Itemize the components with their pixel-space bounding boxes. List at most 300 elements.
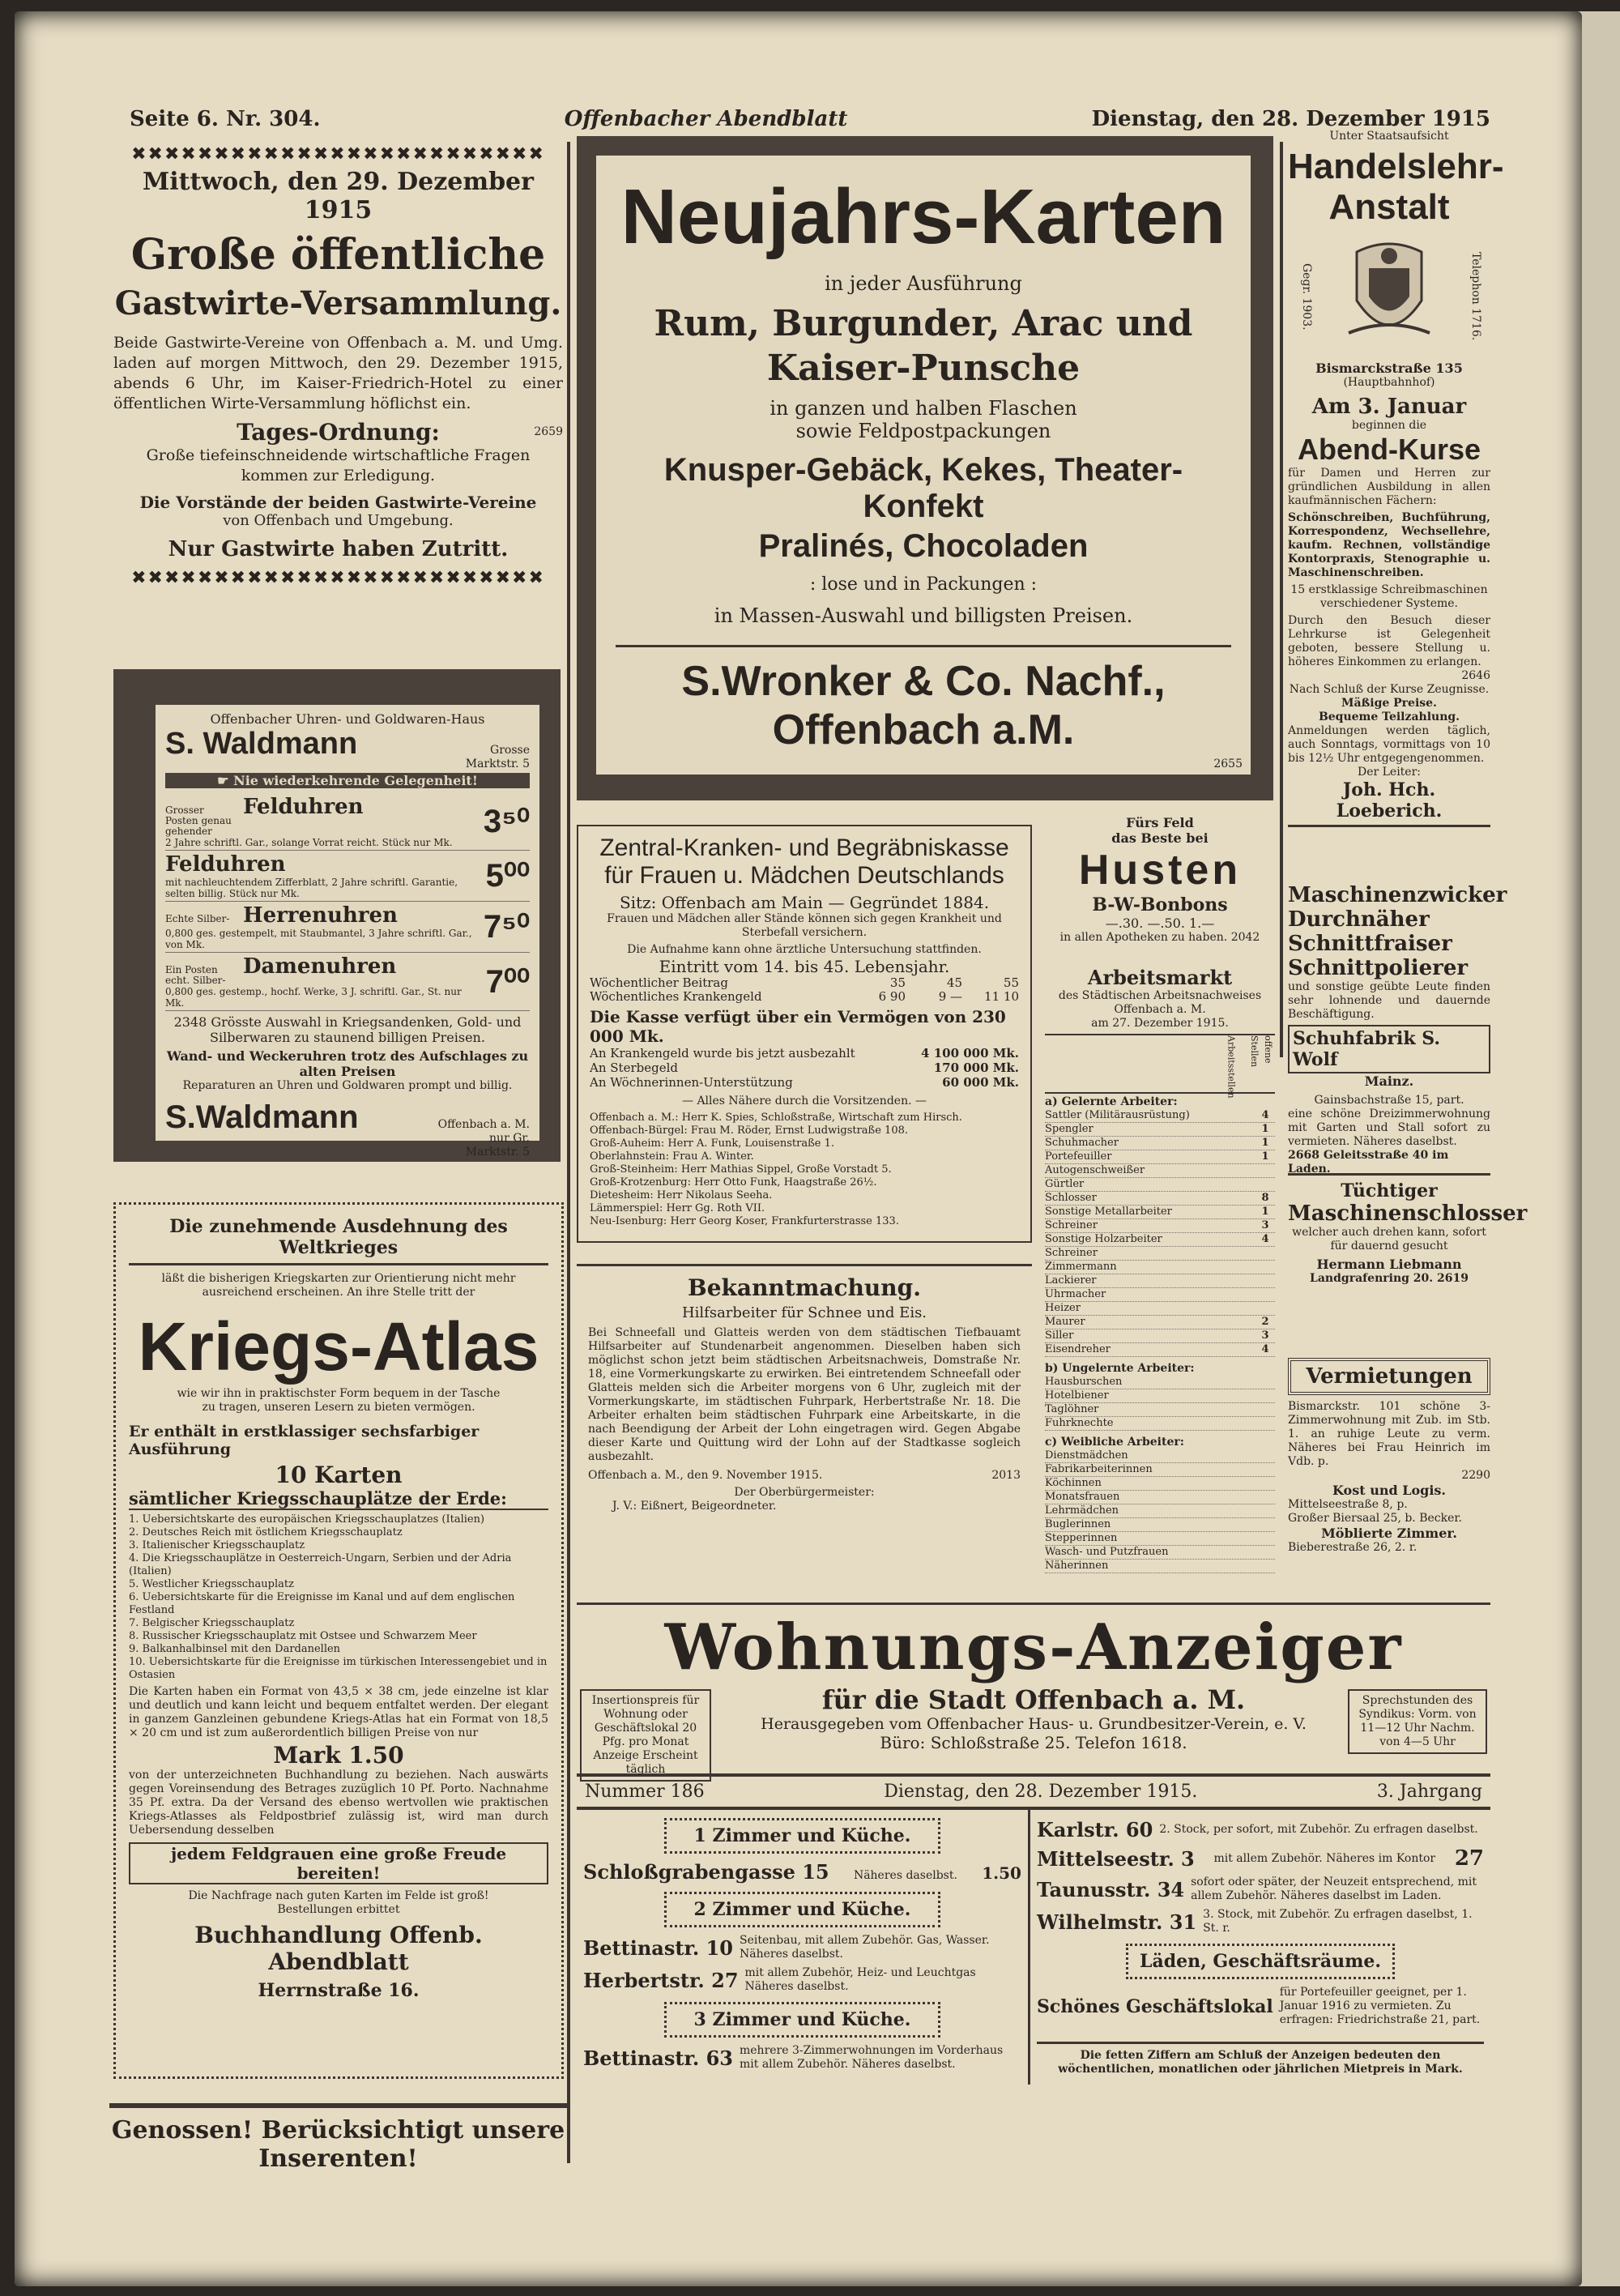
market-row: [1045, 1164, 1275, 1178]
atlas-count: 10 Karten: [275, 1462, 403, 1488]
listing-street: Mittelseestr. 3: [1037, 1846, 1195, 1871]
kasse-seat: Sitz: Offenbach am Main — Gegründet 1884.: [619, 893, 990, 912]
job-line: Maschinenzwicker: [1288, 883, 1507, 907]
market-job: Schreiner: [1045, 1247, 1098, 1259]
signature-sub: von Offenbach und Umgebung.: [223, 512, 454, 529]
market-row: [1045, 1288, 1275, 1302]
listing-text: Seitenbau, mit allem Zubehör. Gas, Wasser. Näheres daselbst.: [740, 1934, 990, 1961]
waldmann-ad: [113, 669, 561, 1162]
job-city: Mainz.: [1364, 1073, 1414, 1089]
market-job: Schlosser: [1045, 1192, 1097, 1204]
schlosser-line: welcher auch drehen kann, sofort für dauernd gesucht: [1292, 1226, 1486, 1253]
market-count: 1: [1261, 1150, 1269, 1163]
job-line: Schnittpolierer: [1288, 956, 1469, 980]
star-border: ✖✖✖✖✖✖✖✖✖✖✖✖✖✖✖✖✖✖✖✖✖✖✖✖✖: [131, 144, 545, 164]
repair-note: Reparaturen an Uhren und Goldwaren prompt und billig.: [182, 1079, 513, 1092]
ad-line: in ganzen und halben Flaschen: [770, 397, 1077, 420]
kasse-text: Frauen und Mädchen aller Stände können sich gegen Krankheit und Sterbefall versichern.: [607, 912, 1002, 939]
vermietungen: [1288, 1358, 1490, 1601]
map-list-item: 1. Uebersichtskarte des europäischen Kriegsschauplatzes (Italien): [129, 1513, 485, 1526]
phone: Telephon 1716.: [1469, 252, 1482, 341]
market-count: 1: [1261, 1137, 1269, 1149]
watch-text: [165, 852, 481, 899]
market-job: Stepperinnen: [1045, 1532, 1118, 1544]
watch-head: [165, 795, 479, 837]
shop-address: Grosse Marktstr. 5: [465, 744, 530, 770]
market-row: [1045, 1233, 1275, 1247]
map-list-item: 6. Uebersichtskarte für die Ereignisse im Kanal und auf dem englischen Festland: [129, 1591, 515, 1616]
course-text: Der Leiter:: [1357, 766, 1422, 779]
atlas-all: sämtlicher Kriegsschauplätze der Erde:: [129, 1488, 548, 1510]
ad-title: Große öffentliche: [130, 230, 546, 280]
vermiet-code: 2290: [1461, 1469, 1490, 1482]
wohnung-line: 2668 Geleitsstraße 40 im Laden.: [1288, 1149, 1449, 1176]
listing-text: sofort oder später, der Neuzeit entsprechend, mit allem Zubehör. Näheres daselbst im Laden.: [1191, 1876, 1477, 1902]
market-date: am 27. Dezember 1915.: [1091, 1017, 1229, 1030]
listing-price: 1.50: [982, 1863, 1021, 1883]
listing-text: 3. Stock, mit Zubehör. Zu erfragen daselbst, 1. St. r.: [1203, 1908, 1473, 1935]
market-job: Wasch- und Putzfrauen: [1045, 1546, 1169, 1558]
market-row: [1045, 1560, 1275, 1573]
market-job: Uhrmacher: [1045, 1288, 1106, 1300]
offer-headline: ☛ Nie wiederkehrende Gelegenheit!: [165, 773, 530, 788]
watch-text: [165, 954, 481, 1009]
market-job: Hausburschen: [1045, 1376, 1123, 1388]
anzeiger-left-col: [577, 1810, 1030, 2085]
arbeitsmarkt: [1045, 966, 1275, 1598]
page-header: [130, 107, 1490, 131]
atlas-joy: jedem Feldgrauen eine große Freude bereiten!: [129, 1842, 548, 1884]
kriegs-atlas-ad: [113, 1202, 564, 2079]
anzeiger-city: für die Stadt Offenbach a. M.: [821, 1684, 1246, 1715]
school-title: Anstalt: [1328, 187, 1450, 227]
kasse-row-label: Wöchentlicher Beitrag: [590, 975, 728, 990]
map-list-item: 9. Balkanhalbinsel mit den Dardanellen: [129, 1643, 341, 1655]
schlosser-line: Maschinenschlosser: [1288, 1201, 1528, 1226]
payout-value: 4 100 000 Mk.: [921, 1046, 1019, 1061]
schlosser-line: [1288, 1272, 1490, 1286]
market-count: 8: [1261, 1192, 1269, 1204]
market-count: 1: [1261, 1206, 1269, 1218]
handelslehr-ad: [1288, 130, 1504, 859]
course-text: für Damen und Herren zur gründlichen Ausbildung in allen kaufmännischen Fächern:: [1288, 467, 1490, 507]
market-job: Portefeuiller: [1045, 1150, 1112, 1163]
market-count: 1: [1261, 1123, 1269, 1135]
kasse-row: [590, 976, 1019, 990]
office-hours-box: Sprechstunden des Syndikus: Vorm. von 11—12 Uhr Nachm. von 4—5 Uhr: [1348, 1689, 1487, 1754]
kasse-office: Groß-Steinheim: Herr Mathias Sippel, Große Vorstadt 5.: [590, 1163, 892, 1176]
husten-where-text: in allen Apotheken zu haben.: [1059, 931, 1228, 944]
market-job: Lackierer: [1045, 1274, 1097, 1287]
kasse-payouts: [590, 1046, 1019, 1090]
listing-street: Schönes Geschäftslokal: [1037, 1995, 1273, 2017]
listing-street: Schloßgrabengasse 15: [583, 1860, 829, 1884]
payout-label: An Sterbegeld: [590, 1061, 678, 1075]
kasse-payout: [590, 1075, 1019, 1090]
column-divider: [1280, 142, 1283, 1057]
kasse-office: Groß-Auheim: Herr A. Funk, Louisenstraße 1.: [590, 1137, 834, 1150]
kasse-payout: [590, 1046, 1019, 1061]
watch-text: [165, 903, 479, 950]
ad-line: in jeder Ausführung: [825, 272, 1022, 295]
atlas-contains: Er enthält in erstklassiger sechsfarbiger Ausführung: [129, 1423, 480, 1458]
wohnung-line: eine schöne Dreizimmerwohnung mit Garten und Stall sofort zu vermieten. Näheres daselbst.: [1288, 1107, 1490, 1148]
kasse-title: Zentral-Kranken- und Begräbniskasse: [599, 834, 1009, 861]
market-col-b: offene Stellen: [1249, 1035, 1273, 1068]
course-code: 2646: [1461, 669, 1490, 682]
signature: Die Vorstände der beiden Gastwirte-Vereine: [139, 493, 537, 512]
market-row: [1045, 1504, 1275, 1518]
market-job: Heizer: [1045, 1302, 1081, 1314]
category-heading: 2 Zimmer und Küche.: [664, 1892, 940, 1927]
market-row: [1045, 1463, 1275, 1477]
market-count: 3: [1261, 1219, 1269, 1231]
anzeiger-office: Büro: Schloßstraße 25. Telefon 1618.: [880, 1733, 1187, 1752]
shop-tagline: Offenbacher Uhren- und Goldwaren-Haus: [210, 711, 485, 727]
watch-text: [165, 795, 479, 848]
payout-value: 60 000 Mk.: [942, 1075, 1019, 1090]
footer-slogan: Genossen! Berücksichtigt unsere Inserenten!: [109, 2103, 567, 2173]
market-list: [1045, 1376, 1275, 1431]
ad-line: : lose und in Packungen :: [809, 574, 1038, 595]
market-job: Monatsfrauen: [1045, 1491, 1120, 1503]
payout-label: An Krankengeld wurde bis jetzt ausbezahlt: [590, 1046, 855, 1061]
atlas-order: von der unterzeichneten Buchhandlung zu beziehen. Nach auswärts gegen Voreinsendung des Betrages zuzüglich 10 Pf. Porto. Nachnahme 35 Pf. extra. Da der Versand des ebenso wertvollen wie praktischen Kriegs-Atlasses als Feldpostbrief zulässig ist, wird man durch Uebersendung desselben: [129, 1769, 548, 1837]
anzeiger-footnote: Die fetten Ziffern am Schluß der Anzeigen bedeuten den wöchentlichen, monatlichen oder jährlichen Mietpreis in Mark.: [1037, 2042, 1484, 2076]
husten-brand: B-W-Bonbons: [1092, 894, 1228, 915]
ad-title: Neujahrs-Karten: [620, 173, 1226, 260]
payout-label: An Wöchnerinnen-Unterstützung: [590, 1075, 793, 1090]
course-title: Abend-Kurse: [1297, 433, 1481, 466]
market-row: [1045, 1150, 1275, 1164]
market-job: Fuhrknechte: [1045, 1417, 1114, 1429]
watch-pre: Echte Silber-: [165, 913, 230, 924]
watch-title: Herrenuhren: [243, 903, 398, 928]
clock-offer: Wand- und Weckeruhren trotz des Aufschlages zu alten Preisen: [166, 1048, 529, 1079]
market-row: [1045, 1178, 1275, 1192]
market-row: [1045, 1329, 1275, 1343]
category-heading: 3 Zimmer und Küche.: [664, 2002, 940, 2038]
selection-text: Grösste Auswahl in Kriegsandenken, Gold- und Silberwaren zu staunend billigen Preisen.: [210, 1014, 522, 1045]
kasse-assets: Die Kasse verfügt über ein Vermögen von 230 000 Mk.: [590, 1007, 1006, 1046]
watch-item: [165, 793, 530, 851]
anzeiger-publisher: Herausgegeben vom Offenbacher Haus- u. Grundbesitzer-Verein, e. V.: [761, 1715, 1307, 1733]
page-number: Seite 6. Nr. 304.: [130, 107, 321, 131]
kasse-row-value: 6 90: [878, 989, 906, 1004]
ad-line: Knusper-Gebäck, Kekes, Theater-Konfekt: [663, 452, 1183, 524]
course-subjects: Schönschreiben, Buchführung, Korrespondenz, Wechsellehre, kaufm. Rechnen, vollständige Kontorpraxis, Stenographie u. Maschinenschreiben.: [1288, 511, 1490, 579]
course-text: Durch den Besuch dieser Lehrkurse ist Gelegenheit geboten, bessere Stellung u. höheres Einkommen zu erlangen.: [1288, 614, 1490, 668]
atlas-lead: Die zunehmende Ausdehnung des Weltkrieges: [129, 1216, 548, 1265]
kasse-office: Offenbach-Bürgel: Frau M. Röder, Ernst Ludwigstraße 108.: [590, 1125, 909, 1137]
kasse-office: Neu-Isenburg: Herr Georg Koser, Frankfurterstrasse 133.: [590, 1215, 899, 1227]
market-job: Eisendreher: [1045, 1343, 1111, 1355]
agenda-text: Große tiefeinschneidende wirtschaftliche Fragen kommen zur Erledigung.: [146, 446, 531, 484]
market-heading: b) Ungelernte Arbeiter:: [1045, 1362, 1195, 1375]
wohnung-line: Gainsbachstraße 15, part.: [1314, 1094, 1464, 1107]
market-heading: c) Weibliche Arbeiter:: [1045, 1436, 1184, 1449]
start-begin: beginnen die: [1351, 419, 1427, 432]
payout-value: 170 000 Mk.: [933, 1061, 1019, 1075]
column-divider: [567, 142, 570, 2163]
coat-of-arms-icon: [1345, 236, 1434, 349]
watch-head: [165, 852, 481, 877]
market-count: 4: [1261, 1343, 1269, 1355]
market-job: Schuhmacher: [1045, 1137, 1119, 1149]
market-job: Lehrmädchen: [1045, 1504, 1119, 1517]
husten-price: —.30. —.50. 1.—: [1105, 915, 1215, 931]
kasse-table: [590, 976, 1019, 1004]
market-row: [1045, 1449, 1275, 1463]
schlosser-addr: Landgrafenring 20.: [1310, 1272, 1434, 1285]
school-address-sub: (Hauptbahnhof): [1343, 376, 1435, 389]
kasse-office: Oberlahnstein: Frau A. Winter.: [590, 1150, 754, 1163]
market-row: [1045, 1546, 1275, 1560]
vermiet-text: Kost und Logis.: [1332, 1483, 1446, 1498]
gastwirte-ad: [113, 144, 563, 637]
market-job: Schreiner: [1045, 1219, 1098, 1231]
market-job: Fabrikarbeiterinnen: [1045, 1463, 1153, 1475]
book-gutter: [1575, 11, 1620, 2286]
issue-number: Nummer 186: [585, 1782, 705, 1802]
market-job: Gürtler: [1045, 1178, 1085, 1190]
market-count: 4: [1261, 1233, 1269, 1245]
map-list-item: 8. Russischer Kriegsschauplatz mit Ostsee und Schwarzem Meer: [129, 1630, 477, 1642]
market-job: Taglöhner: [1045, 1403, 1099, 1415]
kasse-office: Offenbach a. M.: Herr K. Spies, Schloßstraße, Wirtschaft zum Hirsch.: [590, 1112, 962, 1124]
kasse-row-value: 35: [889, 975, 906, 990]
kasse-office: Lämmerspiel: Herr Gg. Roth VII.: [590, 1202, 765, 1214]
husten-line: Fürs Feld: [1126, 815, 1194, 830]
selection-code: 2348: [173, 1014, 207, 1030]
listing-street: Wilhelmstr. 31: [1037, 1910, 1197, 1934]
market-job: Sonstige Holzarbeiter: [1045, 1233, 1162, 1245]
kasse-row-value: 11 10: [984, 989, 1019, 1004]
ad-code: 2655: [1213, 758, 1243, 770]
notice-sig: Der Oberbürgermeister:: [734, 1486, 875, 1499]
shop-name: S. Waldmann: [165, 727, 358, 761]
market-job: Hotelbiener: [1045, 1389, 1109, 1402]
market-row: [1045, 1389, 1275, 1403]
market-row: [1045, 1192, 1275, 1206]
watch-price: 3⁵⁰: [483, 804, 530, 839]
atlas-demand: Die Nachfrage nach guten Karten im Felde ist groß!: [188, 1889, 489, 1902]
course-text: Anmeldungen werden täglich, auch Sonntags, vormittags von 10 bis 12½ Uhr entgegengenommen.: [1288, 724, 1490, 765]
category-heading: Läden, Geschäftsräume.: [1126, 1944, 1395, 1979]
map-list-item: 4. Die Kriegsschauplätze in Oesterreich-Ungarn, Serbien und der Adria (Italien): [129, 1552, 512, 1577]
entry-note: Nur Gastwirte haben Zutritt.: [168, 537, 509, 561]
kasse-payout: [590, 1061, 1019, 1075]
market-job: Köchinnen: [1045, 1477, 1102, 1489]
vermiet-text: Großer Biersaal 25, b. Becker.: [1288, 1512, 1462, 1525]
listing-street: Karlstr. 60: [1037, 1818, 1153, 1841]
anzeiger-title: Wohnungs-Anzeiger: [664, 1611, 1403, 1684]
market-row: [1045, 1123, 1275, 1137]
school-title: Handelslehr-: [1288, 147, 1504, 186]
market-row: [1045, 1403, 1275, 1417]
listing-text: 2. Stock, per sofort, mit Zubehör. Zu erfragen daselbst.: [1159, 1823, 1478, 1836]
anzeiger-right-col: [1030, 1810, 1490, 2085]
issue-year: 3. Jahrgang: [1376, 1782, 1482, 1802]
market-title: Arbeitsmarkt: [1087, 966, 1233, 989]
market-heading: a) Gelernte Arbeiter:: [1045, 1095, 1178, 1108]
watch-title: Damenuhren: [243, 954, 397, 979]
vermiet-text: Mittelseestraße 8, p.: [1288, 1498, 1408, 1511]
listing-text: für Portefeuiller geeignet, per 1. Januar 1916 zu vermieten. Zu erfragen: Friedrichstraße 21, part.: [1279, 1986, 1481, 2026]
watch-price: 5⁰⁰: [485, 858, 530, 894]
vermiet-text: Möblierte Zimmer.: [1321, 1526, 1457, 1541]
star-border: ✖✖✖✖✖✖✖✖✖✖✖✖✖✖✖✖✖✖✖✖✖✖✖✖✖: [131, 568, 545, 588]
market-row: [1045, 1477, 1275, 1491]
newspaper-title: Offenbacher Abendblatt: [564, 107, 848, 131]
schlosser-line: Hermann Liebmann: [1316, 1257, 1462, 1272]
market-row: [1045, 1274, 1275, 1288]
price-box: Insertionspreis für Wohnung oder Geschäftslokal 20 Pfg. pro Monat Anzeige Erscheint täglich: [580, 1689, 711, 1782]
market-job: Dienstmädchen: [1045, 1449, 1128, 1462]
watch-price: 7⁵⁰: [483, 909, 530, 945]
school-address: Bismarckstraße 135: [1315, 361, 1463, 376]
market-count: 3: [1261, 1329, 1269, 1342]
issue-date: Dienstag, den 28. Dezember 1915.: [884, 1782, 1198, 1802]
watch-title: Felduhren: [165, 852, 286, 877]
kasse-row-value: 55: [1003, 975, 1019, 990]
kasse-office: Dietesheim: Herr Nikolaus Seeha.: [590, 1189, 773, 1201]
atlas-orders: Bestellungen erbittet: [277, 1903, 400, 1916]
map-list: [129, 1513, 548, 1682]
schuhfabrik-ad: [1288, 883, 1507, 1089]
shop-name: S.Waldmann: [165, 1099, 359, 1135]
job-text: und sonstige geübte Leute finden sehr lohnende und dauernde Beschäftigung.: [1288, 980, 1490, 1021]
market-row: [1045, 1518, 1275, 1532]
bekanntmachung: [577, 1264, 1032, 1596]
market-row: [1045, 1206, 1275, 1219]
kasse-row-value: 45: [946, 975, 962, 990]
watch-head: [165, 954, 481, 986]
market-row: [1045, 1532, 1275, 1546]
kasse-row: [590, 990, 1019, 1004]
kasse-age: Eintritt vom 14. bis 45. Lebensjahr.: [659, 957, 950, 976]
listing-text: Näheres daselbst.: [853, 1869, 957, 1882]
atlas-title: Kriegs-Atlas: [138, 1308, 539, 1385]
atlas-intro: läßt die bisherigen Kriegskarten zur Orientierung nicht mehr ausreichend erscheinen. An ihre Stelle tritt der: [161, 1272, 516, 1299]
listing-text: mehrere 3-Zimmerwohnungen im Vorderhaus mit allem Zubehör. Näheres daselbst.: [740, 2044, 1004, 2071]
map-list-item: 3. Italienischer Kriegsschauplatz: [129, 1539, 305, 1551]
job-line: Schnittfraiser: [1288, 932, 1452, 956]
category-heading: 1 Zimmer und Küche.: [664, 1818, 940, 1854]
atlas-price: Mark 1.50: [273, 1742, 404, 1769]
vermiet-text: Bismarckstr. 101 schöne 3-Zimmerwohnung mit Zub. im Stb. 1. an ruhige Leute zu verm. Näheres bei Frau Heinrich im Vdb. p.: [1288, 1400, 1490, 1468]
job-firm: Schuhfabrik S. Wolf: [1288, 1025, 1490, 1073]
market-job: Sonstige Metallarbeiter: [1045, 1206, 1172, 1218]
market-row: [1045, 1491, 1275, 1504]
watch-desc: 0,800 ges. gestemp., hochf. Werke, 3 J. schriftl. Gar., St. nur Mk.: [165, 986, 462, 1009]
wohnung-ad: [1288, 1094, 1490, 1176]
issue-date: Dienstag, den 28. Dezember 1915: [1091, 107, 1490, 131]
kasse-row-value: 9 —: [938, 989, 962, 1004]
school-leader: Joh. Hch. Loeberich.: [1288, 779, 1490, 827]
ad-title: Gastwirte-Versammlung.: [114, 284, 562, 322]
kasse-text: Die Aufnahme kann ohne ärztliche Untersuchung stattfinden.: [627, 943, 982, 956]
notice-sig2: J. V.: Eißnert, Beigeordneter.: [612, 1500, 777, 1513]
husten-line: das Beste bei: [1111, 830, 1209, 846]
market-job: Autogenschweißer: [1045, 1164, 1145, 1176]
course-text: Nach Schluß der Kurse Zeugnisse.: [1289, 683, 1490, 696]
schlosser-code: 2619: [1437, 1272, 1469, 1285]
market-col-a: Arbeitsstellen: [1226, 1035, 1237, 1099]
market-list: [1045, 1449, 1275, 1573]
ad-line: Pralinés, Chocoladen: [758, 528, 1089, 564]
ad-line: sowie Feldpostpackungen: [795, 420, 1051, 442]
market-row: [1045, 1137, 1275, 1150]
neujahrs-ad: [577, 136, 1273, 800]
kasse-row-label: Wöchentliches Krankengeld: [590, 989, 762, 1004]
atlas-format: Die Karten haben ein Format von 43,5 × 38 cm, jede einzelne ist klar und deutlich und kann leicht und bequem entfaltet werden. Der elegant in ganzem Ganzleinen gebundene Kriegs-Atlas hat ein Format von 18,5 × 20 cm und ist zum außerordentlich billigen Preise von nur: [129, 1685, 548, 1739]
husten-where: [1045, 931, 1275, 945]
vermiet-title: Vermietungen: [1288, 1358, 1490, 1395]
husten-title: Husten: [1078, 847, 1242, 894]
notice-sub: Hilfsarbeiter für Schnee und Eis.: [681, 1304, 927, 1321]
atlas-shop: Buchhandlung Offenb. Abendblatt: [194, 1922, 483, 1975]
market-job: Sattler (Militärausrüstung): [1045, 1109, 1190, 1121]
map-list-item: 10. Uebersichtskarte für die Ereignisse im türkischen Interessengebiet und in Ostasien: [129, 1656, 548, 1681]
market-count: 2: [1261, 1316, 1269, 1328]
market-row: [1045, 1261, 1275, 1274]
ad-line: Kaiser-Punsche: [766, 348, 1081, 389]
watch-pre: Grosser Posten genau gehender: [165, 804, 232, 837]
kasse-more: — Alles Nähere durch die Vorsitzenden. —: [682, 1095, 927, 1107]
watch-item: [165, 953, 530, 1011]
course-text: Mäßige Preise.: [1341, 697, 1437, 710]
listing-street: Bettinastr. 10: [583, 1935, 733, 1960]
listing-street: Taunusstr. 34: [1037, 1877, 1185, 1901]
ad-line: in Massen-Auswahl und billigsten Preisen.: [714, 604, 1133, 627]
ad-code: 2659: [534, 425, 563, 438]
watch-pre: Ein Posten echt. Silber-: [165, 964, 226, 986]
market-job: Näherinnen: [1045, 1560, 1109, 1572]
notice-title: Bekanntmachung.: [688, 1274, 921, 1301]
notice-date: Offenbach a. M., den 9. November 1915.: [588, 1469, 823, 1482]
kasse-office: Groß-Krotzenburg: Herr Otto Funk, Haagstraße 26½.: [590, 1176, 877, 1189]
ad-line: Rum, Burgunder, Arac und: [654, 303, 1193, 344]
notice-body: Bei Schneefall und Glatteis werden von dem städtischen Tiefbauamt Hilfsarbeiter auf Stundenarbeit angenommen. Dieselben haben sich möglichst schon jetzt beim städtischen Arbeitsnachweis, Domstraße Nr. 18, eine Vormerkungskarte zu erwirken. Bei eintretendem Schneefall oder Glatteis melden sich die Arbeiter morgens von 6 Uhr, zugleich mit der Vormerkungskarte, im städtischen Fuhrpark, Herbertstraße Nr. 18. Die Arbeiter erhalten beim städtischen Fuhrpark eine Arbeitskarte, in die nach Beendigung der Arbeit der Lohn eingetragen wird. Gegen Abgabe dieser Karte und Quittung wird der Lohn auf der Stadtkasse sogleich ausbezahlt.: [588, 1326, 1021, 1463]
market-job: Zimmermann: [1045, 1261, 1117, 1273]
husten-code: 2042: [1230, 931, 1260, 944]
market-row: [1045, 1316, 1275, 1329]
watch-item: [165, 851, 530, 902]
market-sub: des Städtischen Arbeitsnachweises Offenbach a. M.: [1058, 989, 1262, 1016]
watch-desc: 2 Jahre schriftl. Gar., solange Vorrat reicht. Stück nur Mk.: [165, 837, 453, 848]
map-list-item: 7. Belgischer Kriegsschauplatz: [129, 1617, 295, 1629]
market-row: [1045, 1343, 1275, 1357]
schlosser-ad: [1288, 1173, 1528, 1335]
market-row: [1045, 1302, 1275, 1316]
watch-list: [165, 793, 530, 1011]
map-list-item: 2. Deutsches Reich mit östlichem Kriegsschauplatz: [129, 1526, 403, 1538]
schlosser-line: Tüchtiger: [1341, 1180, 1438, 1201]
watch-price: 7⁰⁰: [485, 963, 530, 1000]
atlas-sub: wie wir ihn in praktischster Form bequem in der Tasche zu tragen, unseren Lesern zu bieten vermögen.: [177, 1387, 501, 1414]
agenda-title: Tages-Ordnung:: [237, 419, 440, 446]
market-job: Siller: [1045, 1329, 1074, 1342]
watch-head: [165, 903, 479, 928]
founded: Gegr. 1903.: [1300, 262, 1313, 331]
market-job: Buglerinnen: [1045, 1518, 1111, 1530]
listing-text: mit allem Zubehör, Heiz- und Leuchtgas Näheres daselbst.: [744, 1966, 976, 1993]
atlas-street: Herrnstraße 16.: [258, 1980, 420, 2001]
market-list: [1045, 1109, 1275, 1357]
husten-ad: [1045, 810, 1275, 956]
map-list-item: 5. Westlicher Kriegsschauplatz: [129, 1578, 294, 1590]
